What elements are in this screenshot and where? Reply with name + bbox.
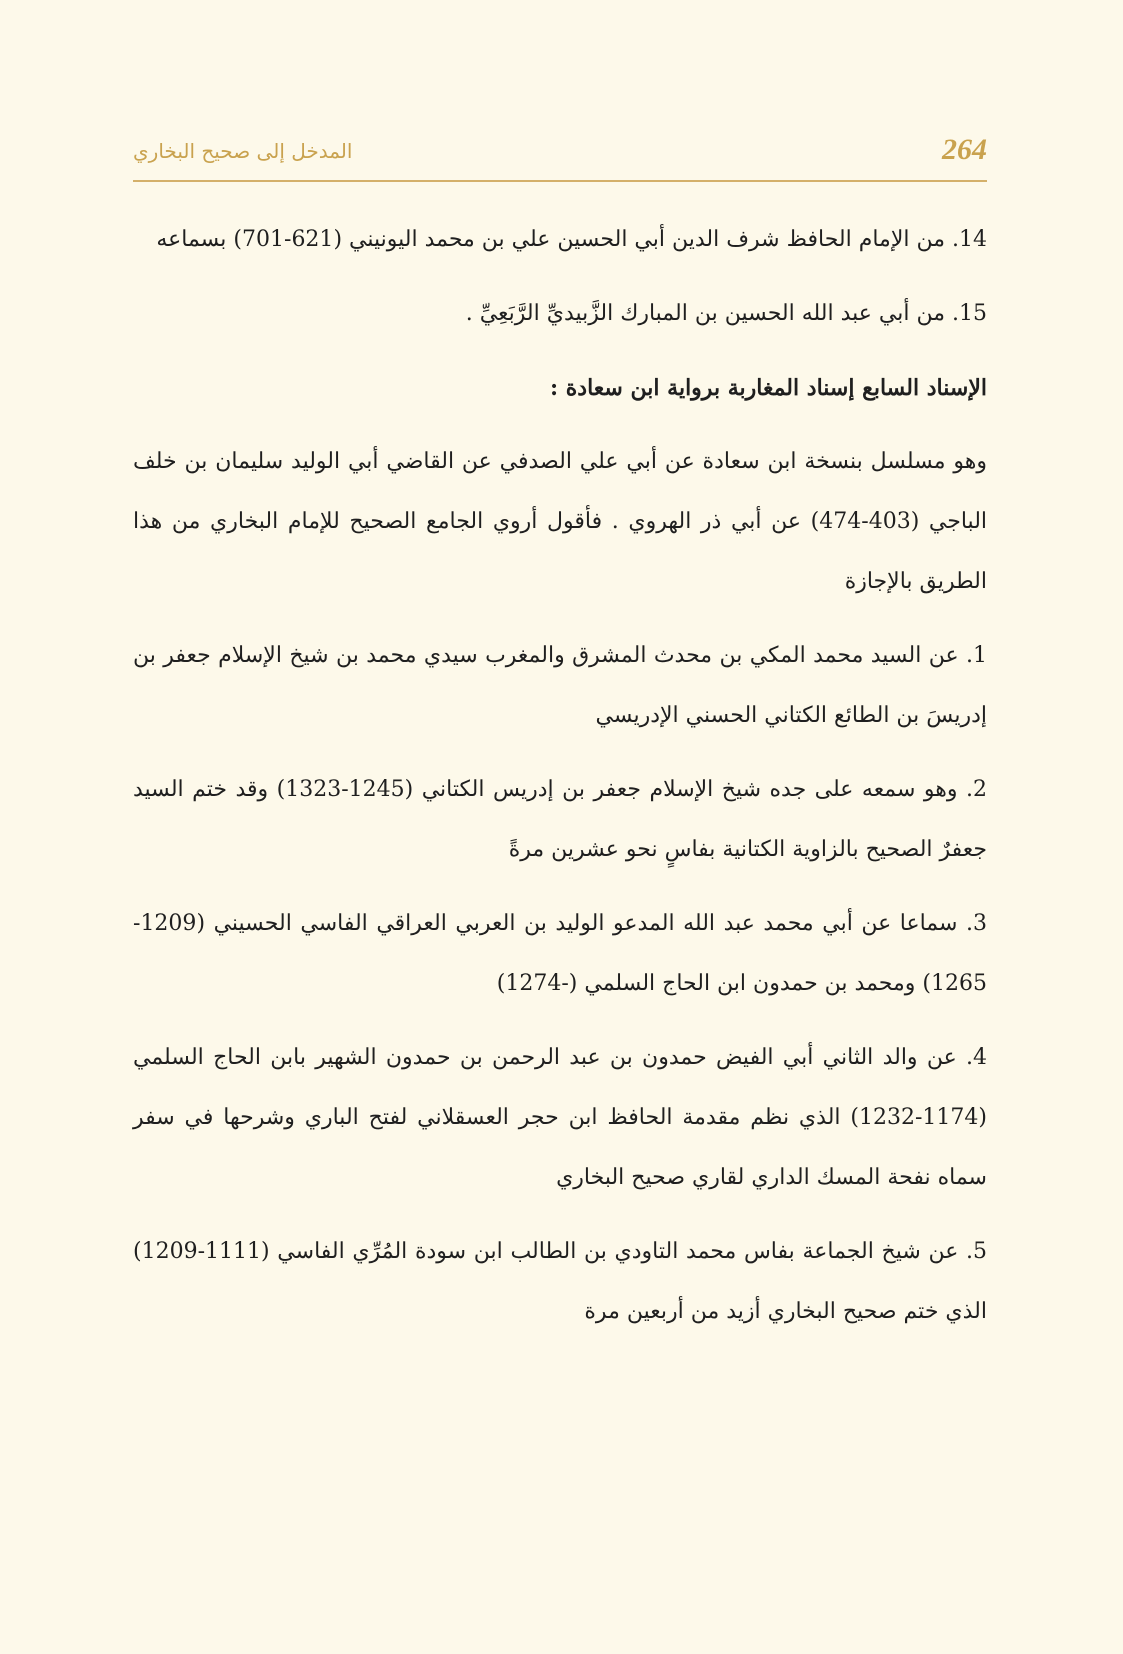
- paragraph-item-3: 3. سماعا عن أبي محمد عبد الله المدعو الوليد بن العربي العراقي الفاسي الحسيني (1209-1265) ومحمد بن حمدون ابن الحاج السلمي (-1274): [133, 911, 987, 996]
- running-title: المدخل إلى صحيح البخاري: [133, 139, 353, 163]
- paragraph-item-1: 1. عن السيد محمد المكي بن محدث المشرق والمغرب سيدي محمد بن شيخ الإسلام جعفر بن إدريسَ بن الطائع الكتاني الحسني الإدريسي: [133, 643, 987, 728]
- page-number: 264: [942, 133, 987, 166]
- paragraph-item-5: 5. عن شيخ الجماعة بفاس محمد التاودي بن الطالب ابن سودة المُرِّي الفاسي (1111-1209) الذي ختم صحيح البخاري أزيد من أربعين مرة: [133, 1239, 987, 1324]
- body-text: [133, 210, 987, 1356]
- section-heading: الإسناد السابع إسناد المغاربة برواية ابن سعادة :: [550, 375, 987, 401]
- paragraph-intro: وهو مسلسل بنسخة ابن سعادة عن أبي علي الصدفي عن القاضي أبي الوليد سليمان بن خلف الباجي (403-474) عن أبي ذر الهروي . فأقول أروي الجامع الصحيح للإمام البخاري من هذا الطريق بالإجازة: [133, 449, 988, 594]
- header-divider: [133, 180, 987, 182]
- page-header: [133, 132, 987, 180]
- paragraph-item-14: 14. من الإمام الحافظ شرف الدين أبي الحسين علي بن محمد اليونيني (621-701) بسماعه: [156, 227, 987, 252]
- paragraph-item-4: 4. عن والد الثاني أبي الفيض حمدون بن عبد الرحمن بن حمدون الشهير بابن الحاج السلمي (1174-1232) الذي نظم مقدمة الحافظ ابن حجر العسقلاني لفتح الباري وشرحها في سفر سماه نفحة المسك الداري لقاري صحيح البخاري: [133, 1045, 987, 1190]
- paragraph-item-2: 2. وهو سمعه على جده شيخ الإسلام جعفر بن إدريس الكتاني (1245-1323) وقد ختم السيد جعفرٌ الصحيح بالزاوية الكتانية بفاسٍ نحو عشرين مرةً: [133, 777, 987, 862]
- paragraph-item-15: 15. من أبي عبد الله الحسين بن المبارك الزَّبيديِّ الرَّبَعِيِّ .: [465, 301, 987, 326]
